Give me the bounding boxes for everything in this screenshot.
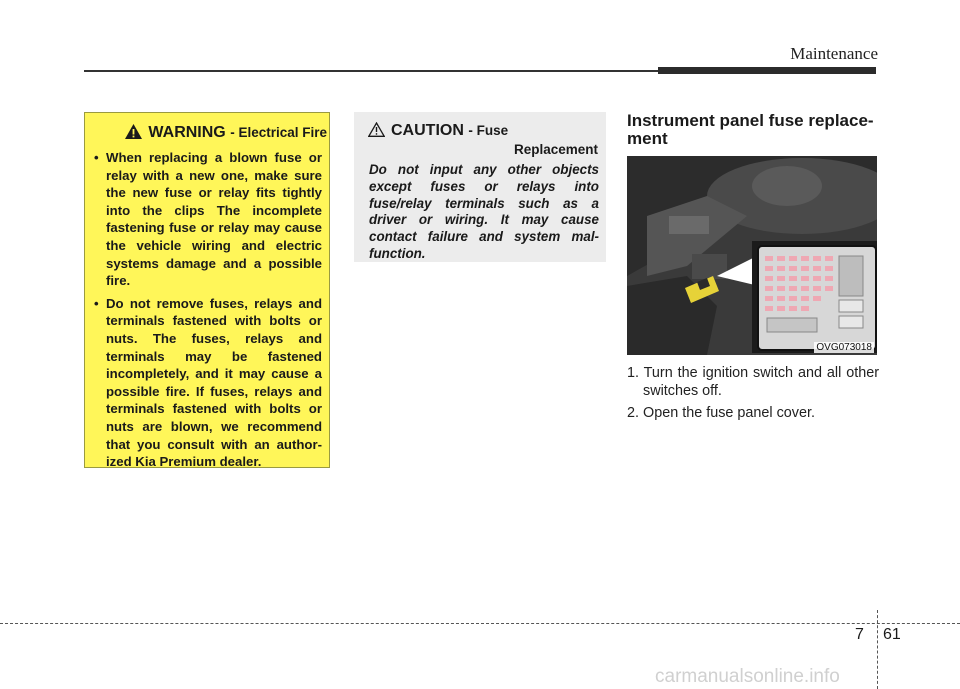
warning-item-text: Do not remove fuses, relays and terminals fastened with bolts or nuts. The fuses, relays and terminals may be fastened incompletely, and it may cause a possible fire. If fuses, relays and terminals fastened with bolts or nuts are blown, we recommend that you consult with an author-ized Kia Premium dealer. [106, 295, 322, 470]
warning-subtitle: - Electrical Fire [230, 125, 327, 140]
caution-subtitle-line2: Replacement [514, 142, 599, 157]
watermark: carmanualsonline.info [655, 666, 840, 687]
caution-label: CAUTION [391, 122, 464, 139]
header-rule-thin [84, 70, 664, 72]
header-rule-thick [658, 67, 876, 74]
warning-label: WARNING [148, 124, 226, 141]
warning-box [84, 112, 330, 468]
warning-list [94, 149, 322, 476]
footer-dashed-line [0, 623, 960, 624]
fuse-panel-photo [627, 156, 877, 355]
page-number: 61 [883, 626, 901, 643]
section-heading: Instrument panel fuse replace-ment [627, 111, 874, 148]
warning-item-text: When replacing a blown fuse or relay with a new one, make sure the new fuse or relay fits tightly into the clips The incomplete fastening fuse or relay may cause the vehicle wiring and electric systems damage and a possible fire. [106, 150, 322, 289]
footer-divider [877, 610, 878, 689]
chapter-number: 7 [855, 626, 864, 643]
warning-title [97, 124, 327, 144]
caution-body: Do not input any other objects except fuses or relays into fuse/relay terminals such as a driver or wiring. It may cause contact failure and system mal-function. [369, 162, 599, 261]
caution-box [354, 112, 606, 262]
warning-item: • Do not remove fuses, relays and terminals fastened with bolts or nuts. The fuses, relays and terminals may be fastened incompletely, and it may cause a possible fire. If fuses, relays and terminals fastened with bolts or nuts are blown, we recommend that you consult with an author-ized Kia Premium dealer. [94, 295, 322, 470]
warning-item: • When replacing a blown fuse or relay with a new one, make sure the new fuse or relay fits tightly into the clips The incomplete fastening fuse or relay may cause the vehicle wiring and electric systems damage and a possible fire. [94, 150, 322, 289]
step-item: 1. Turn the ignition switch and all other switches off. [627, 365, 879, 399]
image-caption: OVG073018 [816, 342, 872, 353]
caution-triangle-icon [368, 122, 385, 142]
step-item: 2. Open the fuse panel cover. [627, 405, 816, 421]
page-section-header: Maintenance [790, 44, 878, 63]
caution-subtitle: - Fuse [468, 123, 509, 138]
steps-list [627, 365, 879, 428]
caution-title [368, 122, 599, 157]
warning-triangle-icon [125, 124, 142, 144]
